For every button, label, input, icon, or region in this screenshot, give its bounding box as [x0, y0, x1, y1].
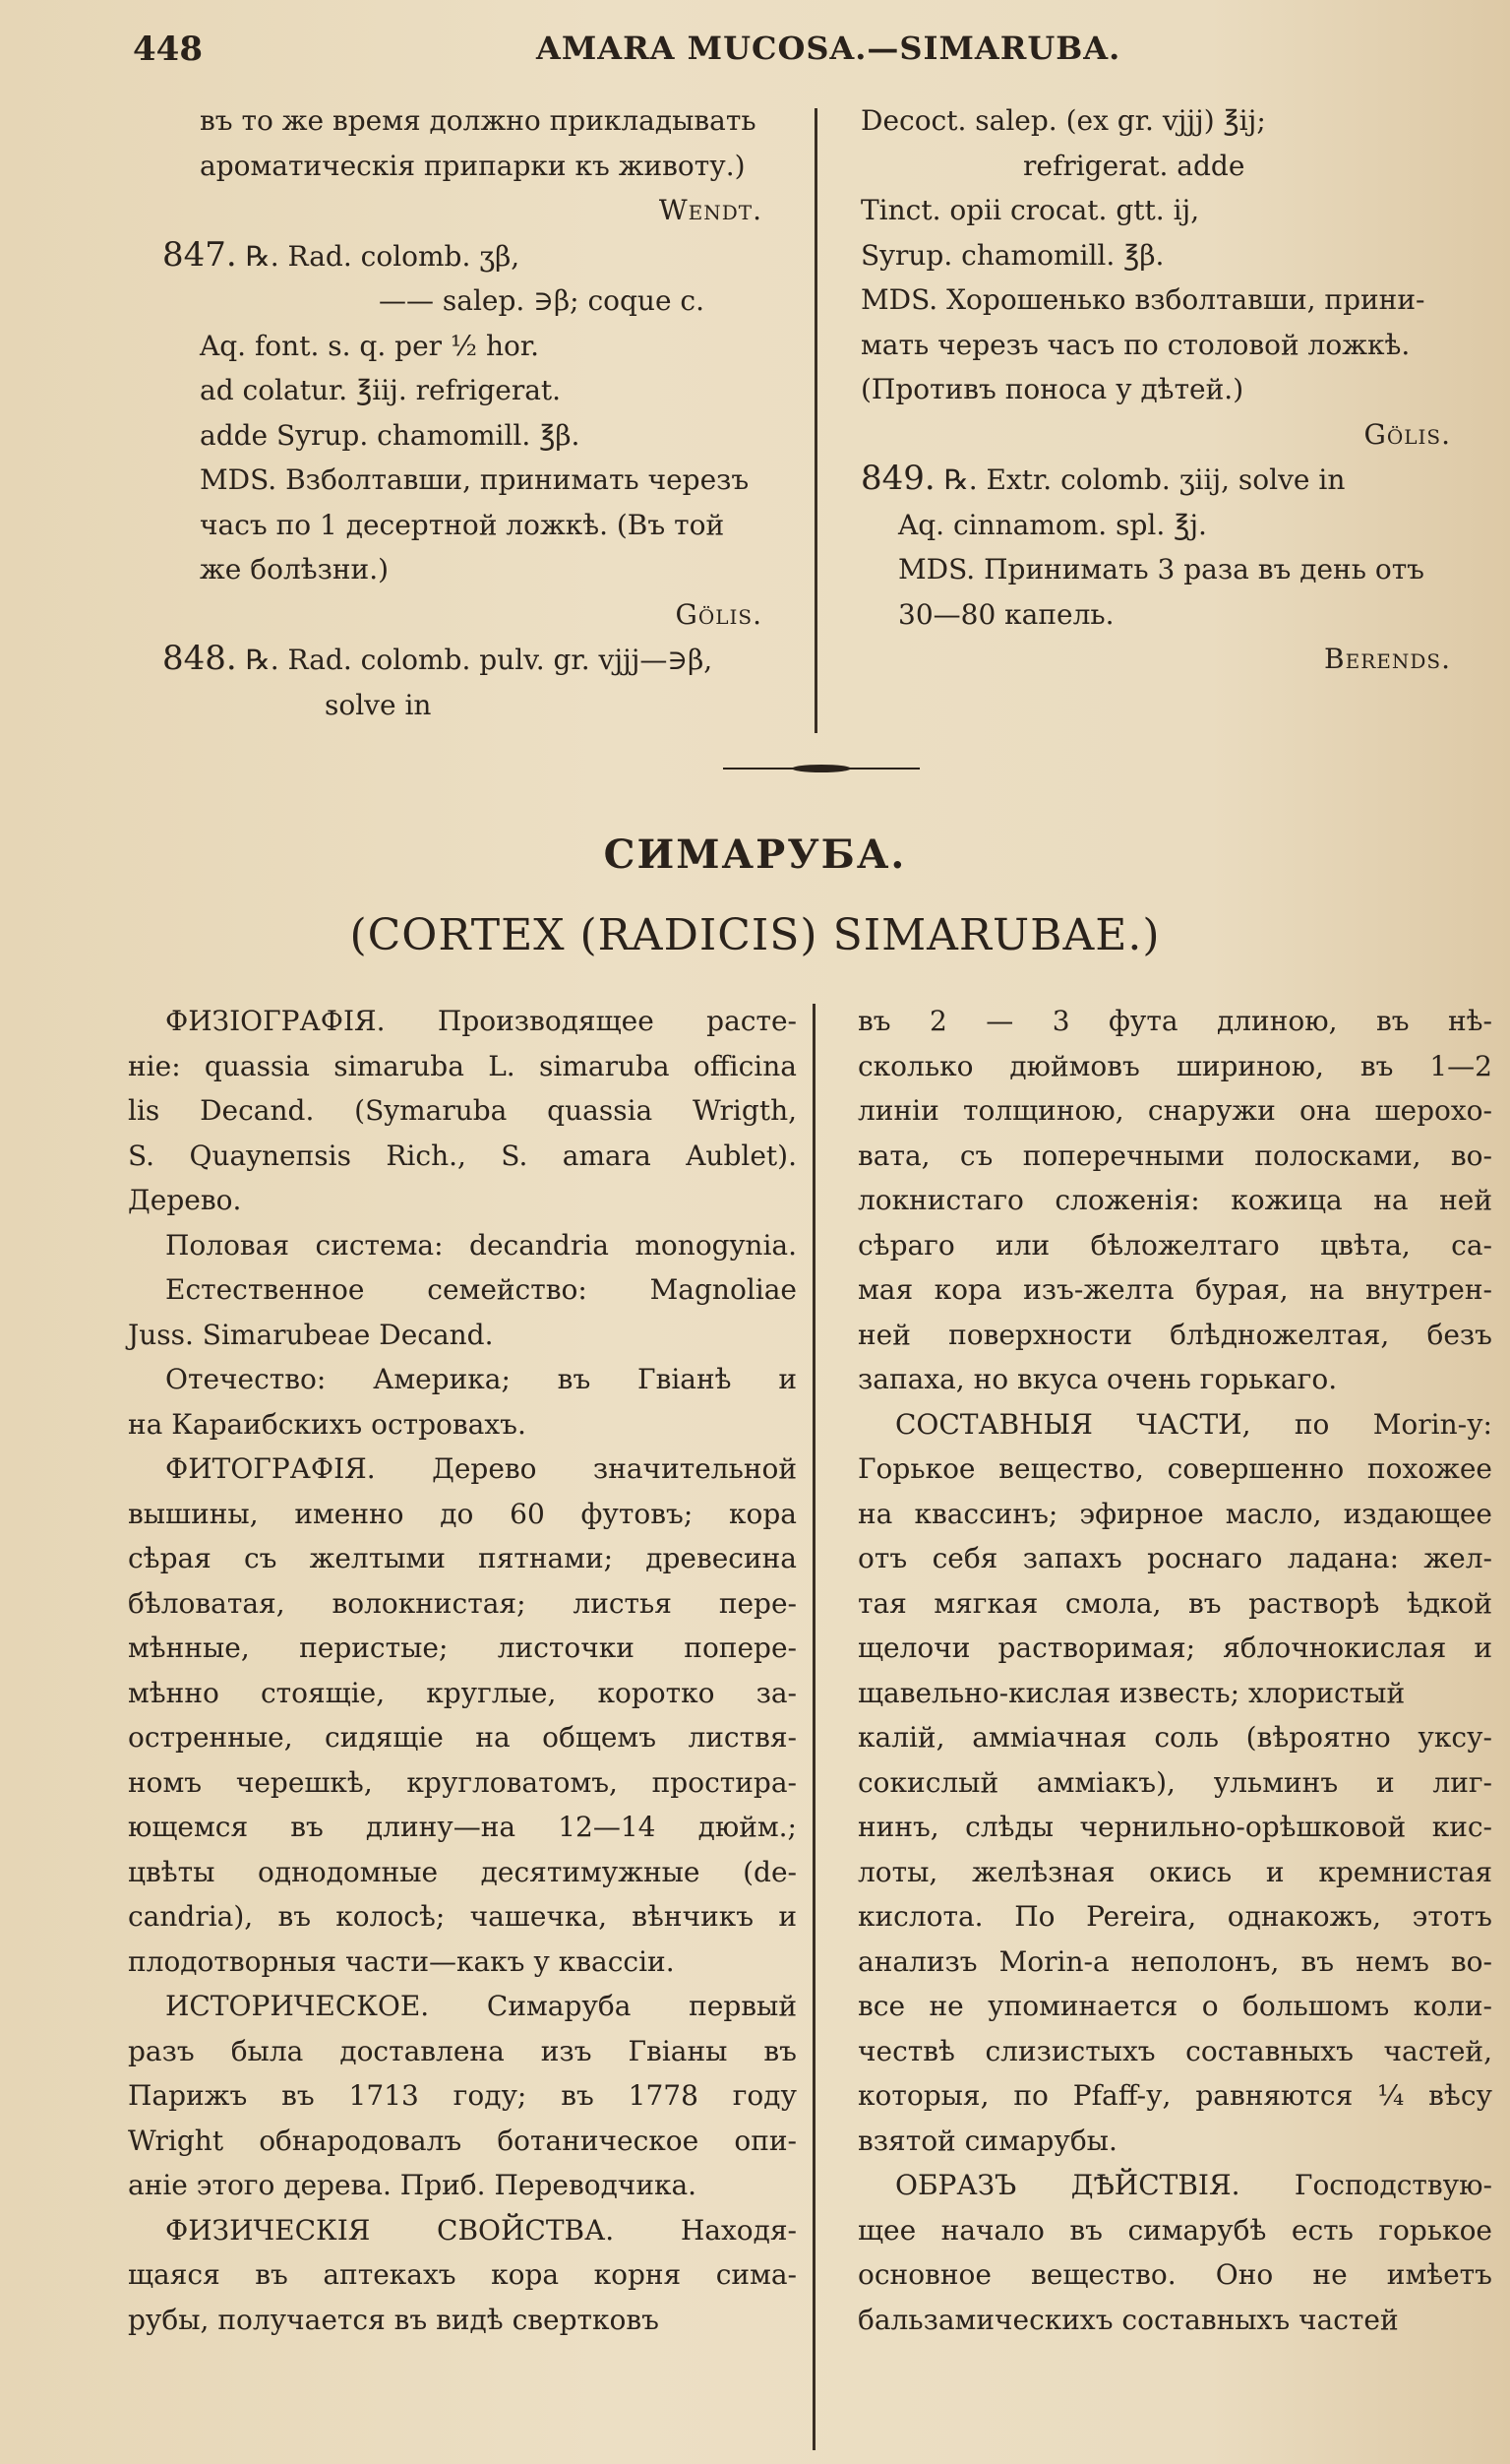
recipe-849 — [861, 457, 1490, 503]
recipe-line: Decoct. salep. (ex gr. vjjj) ℥ij; — [861, 104, 1266, 137]
author-wendt: Wendt. — [658, 194, 762, 226]
text-line: Естественное семейство: Magnoliae — [165, 1273, 797, 1306]
text-line: плодотворныя части—какъ у квассіи. — [128, 1944, 675, 1978]
text-line: взятой симарубы. — [858, 2124, 1117, 2157]
text-line: рубы, получается въ видѣ свертковъ — [128, 2303, 659, 2336]
text-line: S. Quayneпsis Rich., S. amara Aublet). — [128, 1139, 797, 1172]
text-line: мѣнные, перистые; листочки попере- — [128, 1632, 797, 1664]
text-line: щелочи растворимая; яблочнокислая и — [858, 1632, 1492, 1664]
text-line: щавельно-кислая известь; хлористый — [858, 1676, 1406, 1709]
ornament-divider-icon — [723, 763, 920, 774]
text-line: ющемся въ длину—на 12—14 дюйм.; — [128, 1811, 797, 1843]
recipe-847 — [162, 233, 802, 279]
running-title: AMARA MUCOSA.—SIMARUBA. — [536, 30, 1121, 67]
recipe-line: —— salep. ∋β; coque c. — [379, 284, 705, 317]
section-subtitle: (CORTEX (RADICIS) SIMARUBAE.) — [349, 910, 1161, 960]
text-line: все не упоминается о большомъ коли- — [858, 1990, 1492, 2022]
bottom-left-column — [128, 999, 797, 2342]
text-line: нинъ, слѣды чернильно-орѣшковой кис- — [858, 1811, 1492, 1843]
text-line: ФИТОГРАФІЯ. Дерево значительной — [165, 1452, 797, 1485]
text-line: бальзамическихъ составныхъ частей — [858, 2303, 1399, 2336]
text-line: щее начало въ симарубѣ есть горькое — [858, 2213, 1492, 2247]
text-line: бѣловатая, волокнистая; листья пере- — [128, 1586, 797, 1620]
text-line: candria), въ колосѣ; чашечка, вѣнчикъ и — [128, 1900, 797, 1933]
text-line: остренные, сидящіе на общемъ листвя- — [128, 1721, 797, 1754]
page-number: 448 — [133, 30, 203, 69]
author-berends: Berends. — [1324, 643, 1451, 675]
text-line: которыя, по Pfaff-у, равняются ¼ вѣсу — [858, 2079, 1492, 2112]
text-line: калій, амміачная соль (вѣроятно уксу- — [858, 1721, 1492, 1754]
recipe-line: MDS. Хорошенько взболтавши, прини- — [861, 283, 1425, 316]
text-line: сокислый амміакъ), ульминъ и лиг- — [858, 1765, 1492, 1799]
text-line: ОБРАЗЪ ДѢЙСТВІЯ. Господствую- — [895, 2169, 1492, 2201]
top-right-column — [861, 98, 1490, 682]
recipe-line: adde Syrup. chamomill. ℥β. — [200, 418, 580, 452]
text-line: аніе этого дерева. Приб. Переводчика. — [128, 2169, 697, 2201]
recipe-line: (Противъ поноса у дѣтей.) — [861, 373, 1244, 405]
text-line: запаха, но вкуса очень горькаго. — [858, 1363, 1338, 1395]
text-line: въ 2 — 3 фута длиною, въ нѣ- — [858, 1005, 1492, 1037]
text-line: кислота. По Pereira, однакожъ, этотъ — [858, 1900, 1492, 1933]
text-line: въ то же время должно прикладывать — [200, 104, 756, 137]
text-line: ніе: quassia simaruba L. simaruba officina — [128, 1049, 797, 1082]
text-line: ФИЗІОГРАФІЯ. Производящее расте- — [165, 1005, 797, 1037]
text-line: Горькое вещество, совершенно похожее — [858, 1452, 1492, 1485]
text-line: тая мягкая смола, въ растворѣ ѣдкой — [858, 1586, 1492, 1620]
recipe-line: MDS. Принимать 3 раза въ день отъ — [898, 553, 1424, 585]
recipe-number: 848. — [162, 639, 237, 678]
text-line: Wright обнародовалъ ботаническое опи- — [128, 2124, 797, 2157]
recipe-line: ad colatur. ℥iij. refrigerat. — [200, 374, 562, 406]
text-line: Дерево. — [128, 1184, 242, 1216]
text-line: на квассинъ; эфирное масло, издающее — [858, 1497, 1492, 1530]
recipe-line: 30—80 капель. — [898, 597, 1115, 631]
text-line: щаяся въ аптекахъ кора корня сима- — [128, 2258, 797, 2291]
recipe-line: мать черезъ часъ по столовой ложкѣ. — [861, 328, 1411, 361]
text-line: чествѣ слизистыхъ составныхъ частей, — [858, 2034, 1492, 2067]
text-line: цвѣты однодомные десятимужные (de- — [128, 1855, 797, 1888]
text-line: ароматическія припарки къ животу.) — [200, 149, 746, 182]
text-line: лоты, желѣзная окись и кремнистая — [858, 1855, 1492, 1888]
recipe-line: ℞. Rad. colomb. ʒβ, — [245, 239, 520, 273]
bottom-right-column — [858, 999, 1492, 2342]
author-golis: Gölis. — [1363, 417, 1451, 451]
recipe-line: refrigerat. adde — [1023, 149, 1245, 182]
column-divider — [813, 1004, 815, 2450]
text-line: анализъ Morin-а неполонъ, въ немъ во- — [858, 1944, 1492, 1978]
text-line: вышины, именно до 60 футовъ; кора — [128, 1497, 797, 1530]
author-golis: Gölis. — [675, 597, 762, 631]
column-divider — [815, 108, 817, 733]
section-title: СИМАРУБА. — [603, 832, 907, 878]
text-line: локнистаго сложенія: кожица на ней — [858, 1184, 1492, 1216]
text-line: СОСТАВНЫЯ ЧАСТИ, по Morin-у: — [895, 1407, 1492, 1441]
recipe-line: ℞. Rad. colomb. pulv. gr. vjjj—∋β, — [245, 644, 713, 676]
text-line: мая кора изъ-желта бурая, на внутрен- — [858, 1273, 1492, 1306]
text-line: на Караибскихъ островахъ. — [128, 1407, 526, 1441]
text-line: основное вещество. Оно не имѣетъ — [858, 2258, 1492, 2291]
text-line: разъ была доставлена изъ Гвіаны въ — [128, 2034, 797, 2067]
recipe-line: solve in — [325, 688, 432, 721]
text-line: линіи толщиною, снаружи она шерохо- — [858, 1094, 1492, 1127]
recipe-line: Tinct. opii crocat. gtt. ij, — [861, 194, 1200, 226]
text-line: ИСТОРИЧЕСКОЕ. Симаруба первый — [165, 1990, 797, 2022]
recipe-line: часъ по 1 десертной ложкѣ. (Въ той — [200, 508, 725, 541]
text-line: lis Decand. (Symaruba quassia Wrigth, — [128, 1094, 797, 1127]
text-line: номъ черешкѣ, кругловатомъ, простира- — [128, 1765, 797, 1799]
text-line: ФИЗИЧЕСКІЯ СВОЙСТВА. Находя- — [165, 2213, 797, 2247]
text-line: сколько дюймовъ шириною, въ 1—2 — [858, 1049, 1492, 1082]
recipe-number: 849. — [861, 459, 936, 498]
text-line: ней поверхности блѣдножелтая, безъ — [858, 1318, 1492, 1351]
text-line: мѣнно стоящіе, круглые, коротко за- — [128, 1676, 797, 1709]
text-line: вата, съ поперечными полосками, во- — [858, 1139, 1492, 1172]
text-line: сѣрая съ желтыми пятнами; древесина — [128, 1542, 797, 1574]
recipe-line: MDS. Взболтавши, принимать черезъ — [200, 463, 750, 496]
text-line: Парижъ въ 1713 году; въ 1778 году — [128, 2079, 797, 2112]
text-line: Половая система: decandria monogynia. — [165, 1228, 797, 1262]
recipe-line: Aq. font. s. q. per ½ hor. — [200, 329, 540, 362]
recipe-line: ℞. Extr. colomb. ʒiij, solve in — [943, 463, 1346, 496]
recipe-number: 847. — [162, 234, 237, 275]
text-line: сѣраго или бѣложелтаго цвѣта, са- — [858, 1228, 1492, 1262]
text-line: Juss. Simarubeae Decand. — [128, 1318, 494, 1351]
recipe-848 — [162, 637, 802, 683]
recipe-line: Aq. cinnamom. spl. ℥j. — [898, 508, 1207, 541]
recipe-line: же болѣзни.) — [200, 553, 390, 585]
text-line: Отечество: Америка; въ Гвіанѣ и — [165, 1363, 797, 1395]
recipe-line: Syrup. chamomill. ℥β. — [861, 238, 1165, 272]
page-header — [123, 30, 1490, 79]
text-line: отъ себя запахъ роснаго ладана: жел- — [858, 1542, 1492, 1574]
top-left-column — [162, 98, 802, 727]
